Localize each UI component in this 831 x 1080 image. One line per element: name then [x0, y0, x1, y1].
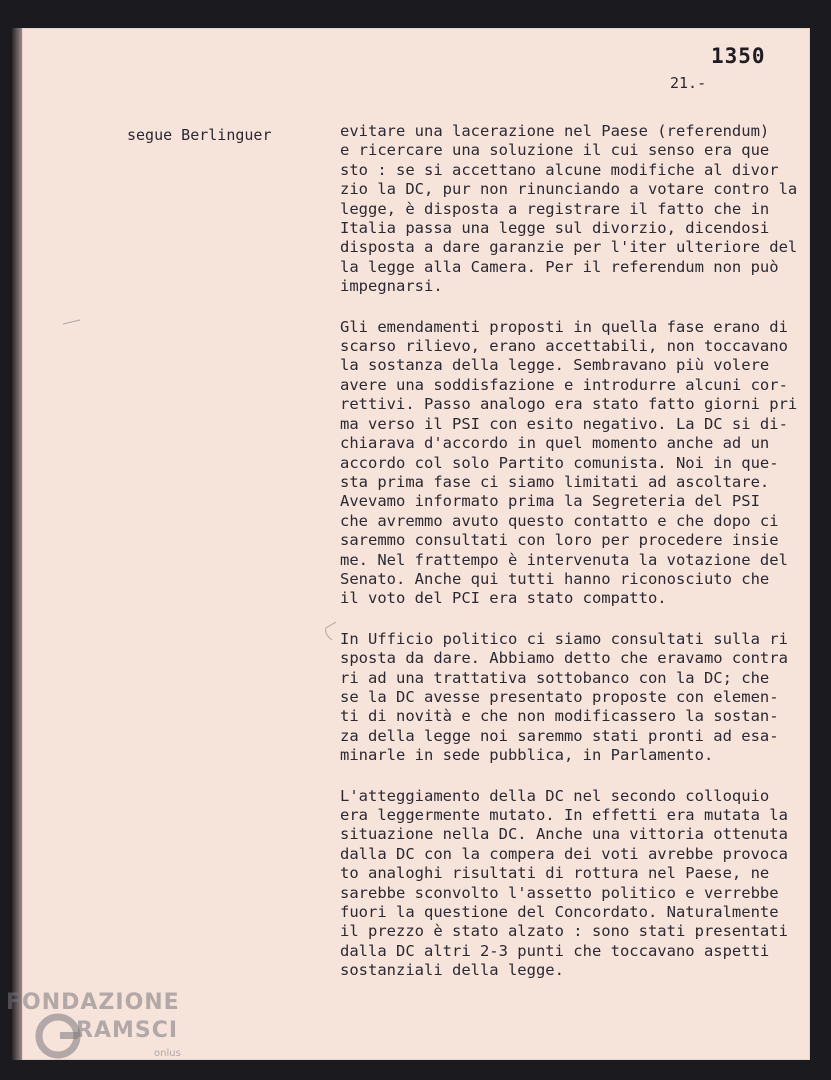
text-line: ri ad una trattativa sottobanco con la DC; che	[340, 668, 770, 687]
text-line: chiarava d'accordo in quel momento anche ad un	[340, 434, 770, 453]
watermark-line-1: FONDAZIONE	[6, 990, 180, 1015]
fondazione-gramsci-watermark	[6, 990, 226, 1070]
text-line: sto : se si accettano alcune modifiche al divor	[340, 160, 779, 179]
text-line: minarle in sede pubblica, in Parlamento.	[340, 746, 714, 765]
page-sub-number: 21.-	[670, 74, 707, 92]
text-line: sostanziali della legge.	[340, 961, 564, 980]
pencil-mark-icon	[62, 318, 82, 326]
text-line: dalla DC con la compera dei voti avrebbe provoca	[340, 844, 788, 863]
text-line: za della legge noi saremmo stati pronti ad esa-	[340, 726, 779, 745]
text-line: che avremmo avuto questo contatto e che dopo ci	[340, 511, 779, 530]
text-line: il voto del PCI era stato compatto.	[340, 589, 667, 608]
text-line: la legge alla Camera. Per il referendum non può	[340, 257, 779, 276]
text-line: L'atteggiamento della DC nel secondo colloquio	[340, 786, 770, 805]
watermark-onlus: onlus	[154, 1048, 181, 1059]
text-line: sposta da dare. Abbiamo detto che eravamo contra	[340, 649, 788, 668]
paragraph-2	[340, 318, 800, 609]
text-line: disposta a dare garanzie per l'iter ulteriore del	[340, 238, 798, 257]
paragraph-3	[340, 630, 800, 766]
watermark-line-2: RAMSCI	[76, 1018, 179, 1043]
page-number: 1350	[711, 44, 766, 68]
text-line: sarebbe sconvolto l'assetto politico e verrebbe	[340, 883, 779, 902]
text-line: era leggermente mutato. In effetti era mutata la	[340, 806, 788, 824]
transcript-body	[340, 122, 800, 1002]
text-line: accordo col solo Partito comunista. Noi in que-	[340, 453, 779, 472]
text-line: In Ufficio politico ci siamo consultati sulla ri	[340, 629, 788, 648]
speaker-label: segue Berlinguer	[127, 126, 272, 144]
gramsci-logo-icon	[34, 1012, 82, 1060]
text-line: dalla DC altri 2-3 punti che toccavano aspetti	[340, 941, 770, 960]
text-line: to analoghi risultati di rottura nel Paese, ne	[340, 864, 770, 883]
text-line: situazione nella DC. Anche una vittoria ottenuta	[340, 825, 788, 844]
text-line: Gli emendamenti proposti in quella fase erano di	[340, 317, 788, 336]
text-line: se la DC avesse presentato proposte con elemen-	[340, 687, 779, 706]
text-line: evitare una lacerazione nel Paese (referendum)	[340, 122, 770, 140]
text-line: il prezzo è stato alzato : sono stati presentati	[340, 922, 788, 941]
text-line: la sostanza della legge. Sembravano più volere	[340, 356, 770, 375]
paragraph-4	[340, 787, 800, 981]
text-line: me. Nel frattempo è intervenuta la votazione del	[340, 550, 788, 569]
text-line: avere una soddisfazione e introdurre alcuni cor-	[340, 375, 788, 394]
text-line: scarso rilievo, erano accettabili, non toccavano	[340, 337, 788, 356]
text-line: Italia passa una legge sul divorzio, dicendosi	[340, 219, 770, 238]
text-line: ma verso il PSI con esito negativo. La DC si di-	[340, 414, 788, 433]
paragraph-1	[340, 122, 800, 297]
text-line: Senato. Anche qui tutti hanno riconosciuto che	[340, 569, 770, 588]
pencil-mark-icon	[322, 620, 340, 642]
text-line: fuori la questione del Concordato. Naturalmente	[340, 903, 779, 922]
text-line: legge, è disposta a registrare il fatto che in	[340, 199, 770, 218]
text-line: Avevamo informato prima la Segreteria del PSI	[340, 492, 760, 511]
text-line: ti di novità e che non modificassero la sostan-	[340, 707, 779, 726]
page-left-edge	[12, 28, 22, 1060]
text-line: rettivi. Passo analogo era stato fatto giorni pri	[340, 395, 798, 414]
text-line: saremmo consultati con loro per procedere insie	[340, 531, 779, 550]
text-line: e ricercare una soluzione il cui senso era que	[340, 141, 770, 160]
text-line: impegnarsi.	[340, 277, 443, 296]
text-line: zio la DC, pur non rinunciando a votare contro la	[340, 180, 798, 199]
text-line: sta prima fase ci siamo limitati ad ascoltare.	[340, 472, 770, 491]
